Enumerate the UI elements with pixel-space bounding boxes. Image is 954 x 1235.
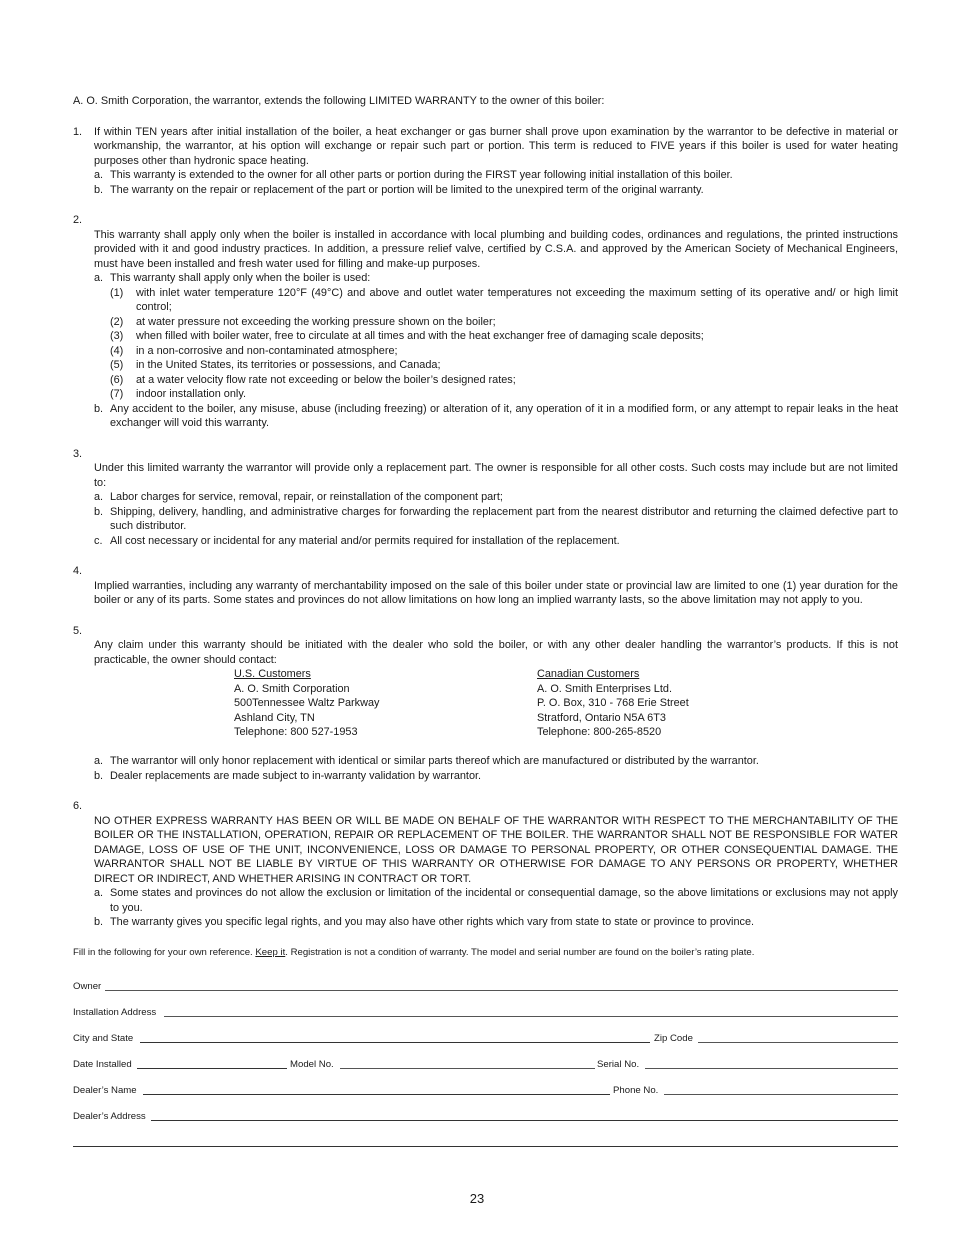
subitem-a: a. This warranty is extended to the owner for all other parts or portion during the FIRST year following initial installation of this boiler. xyxy=(94,169,733,181)
date-installed-label: Date Installed xyxy=(73,1059,132,1070)
dealer-address-row xyxy=(73,1110,898,1124)
section-2 xyxy=(73,213,898,431)
section-number: 2. xyxy=(73,214,83,226)
dealer-address-field[interactable] xyxy=(151,1120,898,1121)
condition-item: (3) when filled with boiler water, free to circulate at all times and with the heat exchanger free of damaging scale deposits; xyxy=(110,330,704,342)
contact-addresses xyxy=(234,667,898,740)
city-state-label: City and State xyxy=(73,1033,134,1044)
condition-item: (5) in the United States, its territories or possessions, and Canada; xyxy=(110,359,441,371)
section-text: This warranty shall apply only when the boiler is installed in accordance with local plumbing and building codes, ordinances and regulations, the printed instructions provided with it and good industry practices. In addition, a pressure relief valve, certified by C.S.A. and approved by the American Society of Mechanical Engineers, must have been installed and fresh water used for filling and make-up purposes. xyxy=(94,228,898,270)
subitem-b: b. Dealer replacements are made subject to in-warranty validation by warrantor. xyxy=(94,769,482,782)
subitem-b: b. Shipping, delivery, handling, and administrative charges for forwarding the replacement part from the nearest distributor and returning the claimed defective part to such distributor. xyxy=(94,505,898,532)
zip-code-label: Zip Code xyxy=(654,1033,693,1044)
fill-in-note: Fill in the following for your own reference. Keep it. Registration is not a condition of warranty. The model and serial number are found on the boiler’s rating plate. xyxy=(73,946,755,958)
install-model-serial-row xyxy=(73,1058,898,1072)
section-text: Under this limited warranty the warrantor will provide only a replacement part. The owner is responsible for all other costs. Such costs may include but are not limited to: xyxy=(94,462,898,489)
section-text: Any claim under this warranty should be initiated with the dealer who sold the boiler, or with any other dealer handling the warrantor’s products. If this is not practicable, the owner should contact: xyxy=(94,639,898,666)
serial-number-label: Serial No. xyxy=(597,1059,640,1070)
model-number-label: Model No. xyxy=(290,1059,334,1070)
owner-label: Owner xyxy=(73,981,102,992)
section-number: 1. xyxy=(73,125,83,138)
section-number: 5. xyxy=(73,624,83,637)
owner-row xyxy=(73,980,898,994)
subitem-b: b. The warranty gives you specific legal rights, and you may also have other rights which vary from state to state or province to province. xyxy=(94,916,755,928)
installation-address-label: Installation Address xyxy=(73,1007,157,1018)
condition-item: (4) in a non-corrosive and non-contaminated atmosphere; xyxy=(110,344,398,357)
section-text: If within TEN years after initial installation of the boiler, a heat exchanger or gas burner shall prove upon examination by the warrantor to be defective in material or workmanship, the warrantor, at his option will exchange or repair such part or portion. This term is reduced to FIVE years if this boiler is used for water heating purposes other than hydronic space heating. xyxy=(94,125,898,167)
dealer-address-row-2 xyxy=(73,1136,898,1150)
subitem-a: a. This warranty shall apply only when the boiler is used: xyxy=(94,272,371,284)
section-number: 3. xyxy=(73,447,83,460)
subitem-c: c. All cost necessary or incidental for any material and/or permits required for installation of the replacement. xyxy=(94,534,620,547)
section-number: 6. xyxy=(73,800,83,812)
section-3 xyxy=(73,447,898,549)
dealer-address-label: Dealer’s Address xyxy=(73,1111,146,1122)
condition-item: (1) with inlet water temperature 120°F (49°C) and above and outlet water temperatures not exceeding the maximum setting of its operative and/ or high limit control; xyxy=(110,286,898,313)
owner-field[interactable] xyxy=(105,990,898,991)
date-installed-field[interactable] xyxy=(137,1068,287,1069)
subitem-a: a. Labor charges for service, removal, repair, or reinstallation of the component part; xyxy=(94,491,503,503)
condition-item: (7) indoor installation only. xyxy=(110,388,246,400)
section-text: Implied warranties, including any warranty of merchantability imposed on the sale of this boiler under state or provincial law are limited to one (1) year duration for the boiler or any of its parts. Some states and provinces do not allow limitations on how long an implied warranty lasts, so the above limitation may not apply to you. xyxy=(94,579,898,606)
dealer-name-label: Dealer’s Name xyxy=(73,1085,137,1096)
zip-code-field[interactable] xyxy=(698,1042,898,1043)
section-6 xyxy=(73,799,898,930)
phone-number-label: Phone No. xyxy=(613,1085,659,1096)
page-number: 23 xyxy=(469,1191,485,1206)
phone-number-field[interactable] xyxy=(664,1094,898,1095)
section-1 xyxy=(73,125,898,198)
condition-item: (6) at a water velocity flow rate not exceeding or below the boiler’s designed rates; xyxy=(110,373,516,386)
installation-address-row xyxy=(73,1006,898,1020)
section-text: NO OTHER EXPRESS WARRANTY HAS BEEN OR WILL BE MADE ON BEHALF OF THE WARRANTOR WITH RESPECT TO THE MERCHANTABILITY OF THE BOILER OR THE INSTALLATION, OPERATION, REPAIR OR REPLACEMENT OF THE BOILER. THE WARRANTOR SHALL NOT BE RESPONSIBLE FOR WATER DAMAGE, LOSS OF USE OF THE UNIT, INCONVENIENCE, LOSS OR DAMAGE TO PERSONAL PROPERTY, OR OTHER CONSEQUENTIAL DAMAGE. THE WARRANTOR SHALL NOT BE LIABLE BY VIRTUE OF THIS WARRANTY OR OTHERWISE FOR DAMAGE TO ANY PERSONS OR PROPERTY, WHETHER DIRECT OR INDIRECT, AND WHETHER ARISING IN CONTRACT OR TORT. xyxy=(94,814,898,885)
dealer-address-field-2[interactable] xyxy=(73,1146,898,1147)
canadian-customers-address: Canadian Customers A. O. Smith Enterprises Ltd. P. O. Box, 310 - 768 Erie Street Stratford, Ontario N5A 6T3 Telephone: 800-265-8520 xyxy=(537,668,689,738)
subitem-b: b. The warranty on the repair or replacement of the part or portion will be limited to the unexpired term of the original warranty. xyxy=(94,183,704,196)
section-4 xyxy=(73,564,898,608)
subitem-b: b. Any accident to the boiler, any misuse, abuse (including freezing) or alteration of it, any operation of it in a modified form, or any attempt to repair leaks in the heat exchanger will void this warranty. xyxy=(94,402,898,429)
city-state-row xyxy=(73,1032,898,1046)
condition-item: (2) at water pressure not exceeding the working pressure shown on the boiler; xyxy=(110,315,496,328)
warranty-document xyxy=(73,94,898,982)
section-number: 4. xyxy=(73,565,83,577)
subitem-a: a. Some states and provinces do not allow the exclusion or limitation of the incidental or consequential damage, so the above limitations or exclusions may not apply to you. xyxy=(94,887,898,914)
installation-address-field[interactable] xyxy=(164,1016,898,1017)
serial-number-field[interactable] xyxy=(645,1068,898,1069)
dealer-name-row xyxy=(73,1084,898,1098)
city-state-field[interactable] xyxy=(140,1042,650,1043)
dealer-name-field[interactable] xyxy=(143,1094,610,1095)
us-customers-address: U.S. Customers A. O. Smith Corporation 500Tennessee Waltz Parkway Ashland City, TN Telephone: 800 527-1953 xyxy=(234,668,380,738)
subitem-a: a. The warrantor will only honor replacement with identical or similar parts thereof which are manufactured or distributed by the warrantor. xyxy=(94,755,759,767)
section-5 xyxy=(73,624,898,784)
model-number-field[interactable] xyxy=(340,1068,595,1069)
intro-paragraph: A. O. Smith Corporation, the warrantor, extends the following LIMITED WARRANTY to the owner of this boiler: xyxy=(73,95,605,107)
